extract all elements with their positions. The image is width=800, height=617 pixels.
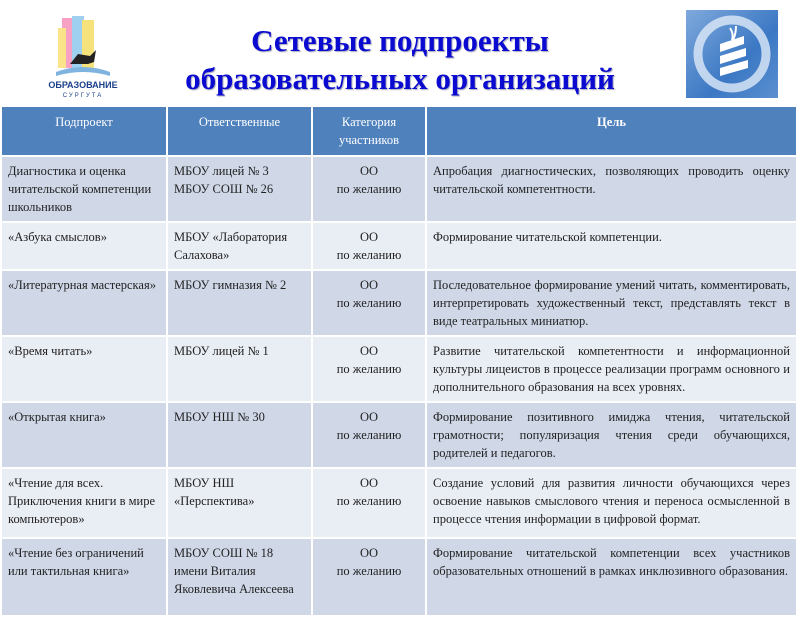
goal-cell: Формирование читательской компетенции. <box>426 222 797 270</box>
table-row <box>2 222 797 270</box>
category-type: ОО <box>359 546 379 560</box>
goal-cell: Последовательное формирование умений читать, комментировать, интерпретировать художественный текст, представлять текст в виде театральных миниатюр. <box>426 270 797 336</box>
methodical-center-logo <box>686 10 778 98</box>
responsible-cell: МБОУ НШ № 30 <box>167 402 312 468</box>
column-header-goal: Цель <box>426 107 797 156</box>
project-cell: «Открытая книга» <box>2 402 167 468</box>
responsible-cell: МБОУ «Лаборатория Салахова» <box>167 222 312 270</box>
category-type: ОО <box>359 476 379 490</box>
category-type: ОО <box>359 230 379 244</box>
project-cell: «Чтение без ограничений или тактильная книга» <box>2 538 167 616</box>
education-surgut-logo <box>48 14 118 100</box>
category-type: ОО <box>359 278 379 292</box>
table-row <box>2 402 797 468</box>
category-cell <box>312 222 426 270</box>
category-cell <box>312 402 426 468</box>
category-condition: по желанию <box>336 494 402 508</box>
responsible-cell: МБОУ лицей № 3 МБОУ СОШ № 26 <box>167 156 312 222</box>
table-row <box>2 468 797 538</box>
goal-cell: Создание условий для развития личности обучающихся через освоение навыков смыслового чтения и переноса осмысленной в процессе чтения информации в цифровой формат. <box>426 468 797 538</box>
category-condition: по желанию <box>336 362 402 376</box>
table-row <box>2 156 797 222</box>
category-condition: по желанию <box>336 182 402 196</box>
category-condition: по желанию <box>336 296 402 310</box>
responsible-cell: МБОУ лицей № 1 <box>167 336 312 402</box>
column-header-project: Подпроект <box>2 107 167 156</box>
goal-cell: Формирование читательской компетенции всех участников образовательных отношений в рамках инклюзивного образования. <box>426 538 797 616</box>
project-cell: «Время читать» <box>2 336 167 402</box>
responsible-cell: МБОУ НШ «Перспектива» <box>167 468 312 538</box>
project-cell: Диагностика и оценка читательской компетенции школьников <box>2 156 167 222</box>
goal-cell: Апробация диагностических, позволяющих проводить оценку читательской компетентности. <box>426 156 797 222</box>
column-header-responsible: Ответственные <box>167 107 312 156</box>
column-header-category: Категория участников <box>312 107 426 156</box>
responsible-cell: МБОУ СОШ № 18 имени Виталия Яковлевича Алексеева <box>167 538 312 616</box>
category-type: ОО <box>359 410 379 424</box>
svg-text:ОБРАЗОВАНИЕ: ОБРАЗОВАНИЕ <box>48 80 118 90</box>
title-line-2: образовательных организаций <box>185 61 615 96</box>
category-cell <box>312 156 426 222</box>
project-cell: «Чтение для всех. Приключения книги в мире компьютеров» <box>2 468 167 538</box>
svg-text:СУРГУТА: СУРГУТА <box>62 93 104 99</box>
page-title <box>150 22 650 98</box>
title-line-1: Сетевые подпроекты <box>251 23 549 58</box>
category-condition: по желанию <box>336 564 402 578</box>
category-cell <box>312 336 426 402</box>
category-cell <box>312 468 426 538</box>
goal-cell: Развитие читательской компетентности и информационной культуры лицеистов в процессе реализации программ основного и дополнительного образования на всех уровнях. <box>426 336 797 402</box>
category-type: ОО <box>359 164 379 178</box>
table-row <box>2 538 797 616</box>
subprojects-table <box>2 107 798 617</box>
project-cell: «Литературная мастерская» <box>2 270 167 336</box>
category-condition: по желанию <box>336 248 402 262</box>
category-cell <box>312 538 426 616</box>
goal-cell: Формирование позитивного имиджа чтения, читательской грамотности; популяризация чтения среди обучающихся, родителей и педагогов. <box>426 402 797 468</box>
table-header-row <box>2 107 797 156</box>
project-cell: «Азбука смыслов» <box>2 222 167 270</box>
table-row <box>2 336 797 402</box>
category-type: ОО <box>359 344 379 358</box>
table-row <box>2 270 797 336</box>
category-condition: по желанию <box>336 428 402 442</box>
category-cell <box>312 270 426 336</box>
responsible-cell: МБОУ гимназия № 2 <box>167 270 312 336</box>
